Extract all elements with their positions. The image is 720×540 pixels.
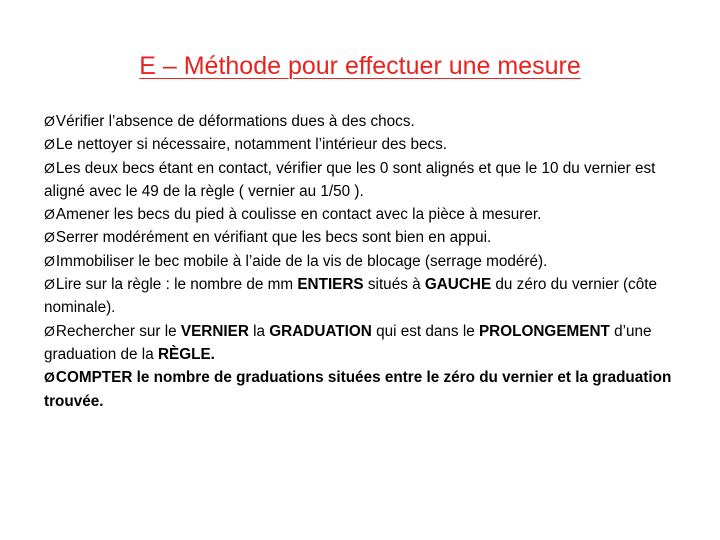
item-text: d’une graduation de la <box>44 322 652 363</box>
item-text: COMPTER le nombre de graduations situées entre le zéro du vernier et la graduation trouvée. <box>44 369 672 410</box>
item-emphasis: GRADUATION <box>269 322 372 340</box>
item-text: Lire sur la règle : le nombre de mm <box>55 276 298 294</box>
list-item <box>44 320 684 367</box>
arrow-bullet-icon: Ø <box>44 229 55 246</box>
arrow-bullet-icon: Ø <box>44 369 55 386</box>
item-text: Les deux becs étant en contact, vérifier que les 0 sont alignés et que le 10 du vernier est aligné avec le 49 de la règle ( vernier au 1/50 ). <box>44 159 656 200</box>
item-emphasis: RÈGLE. <box>157 345 215 363</box>
item-emphasis: ENTIERS <box>297 276 364 294</box>
arrow-bullet-icon: Ø <box>44 252 55 269</box>
list-item <box>44 110 684 133</box>
arrow-bullet-icon: Ø <box>44 113 55 129</box>
list-item <box>44 366 684 413</box>
item-text: Amener les becs du pied à coulisse en contact avec la pièce à mesurer. <box>55 206 542 224</box>
list-item <box>44 157 684 204</box>
arrow-bullet-icon: Ø <box>44 206 55 223</box>
slide-title: E – Méthode pour effectuer une mesure <box>139 52 581 80</box>
item-text: Serrer modérément en vérifiant que les becs sont bien en appui. <box>55 229 492 247</box>
item-text: Vérifier l’absence de déformations dues à des chocs. <box>55 113 415 130</box>
item-text: situés à <box>363 276 425 294</box>
item-text: Le nettoyer si nécessaire, notamment l’intérieur des becs. <box>55 136 448 154</box>
item-text: Rechercher sur le <box>55 322 181 340</box>
item-text: la <box>248 322 270 340</box>
arrow-bullet-icon: Ø <box>44 136 55 153</box>
item-text: qui est dans le <box>371 322 479 340</box>
item-emphasis: PROLONGEMENT <box>478 322 610 340</box>
list-item <box>44 203 684 226</box>
item-text: Immobiliser le bec mobile à l’aide de la vis de blocage (serrage modéré). <box>55 252 548 270</box>
item-emphasis: GAUCHE <box>424 276 492 294</box>
instruction-list <box>44 110 684 413</box>
item-text: du zéro du vernier (côte nominale). <box>44 276 657 317</box>
arrow-bullet-icon: Ø <box>44 322 55 339</box>
arrow-bullet-icon: Ø <box>44 276 55 293</box>
list-item <box>44 273 684 320</box>
list-item <box>44 250 684 273</box>
arrow-bullet-icon: Ø <box>44 159 55 176</box>
item-emphasis: VERNIER <box>180 322 249 340</box>
list-item <box>44 133 684 156</box>
list-item <box>44 226 684 249</box>
